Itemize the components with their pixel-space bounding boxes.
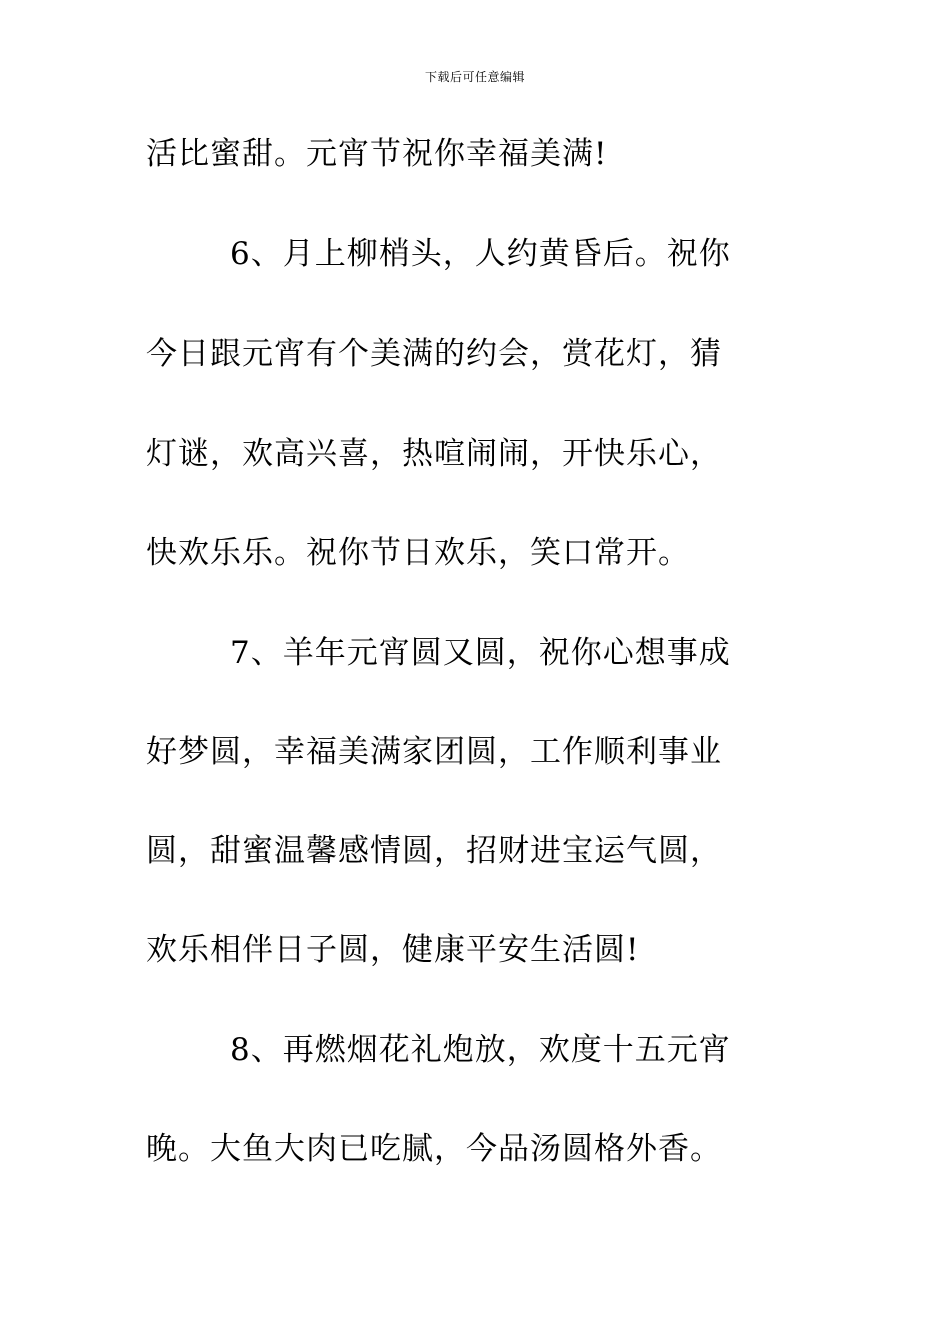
text-line: 欢乐相伴日子圆，健康平安生活圆! [146,932,640,968]
text-line: 晚。大鱼大肉已吃腻，今品汤圆格外香。 [146,1131,722,1167]
text-line: 6、月上柳梢头，人约黄昏后。祝你 [230,236,731,272]
text-line: 灯谜，欢高兴喜，热喧闹闹，开快乐心， [146,436,722,472]
page-header: 下载后可任意编辑 [424,70,525,84]
text-line: 今日跟元宵有个美满的约会，赏花灯，猜 [146,336,722,372]
text-line: 快欢乐乐。祝你节日欢乐，笑口常开。 [146,535,690,571]
text-line: 7、羊年元宵圆又圆，祝你心想事成 [230,635,731,671]
text-line: 好梦圆，幸福美满家团圆，工作顺利事业 [146,734,722,770]
text-line: 活比蜜甜。元宵节祝你幸福美满! [146,136,608,172]
text-line: 8、再燃烟花礼炮放，欢度十五元宵 [230,1032,731,1068]
text-line: 圆，甜蜜温馨感情圆，招财进宝运气圆， [146,833,722,869]
